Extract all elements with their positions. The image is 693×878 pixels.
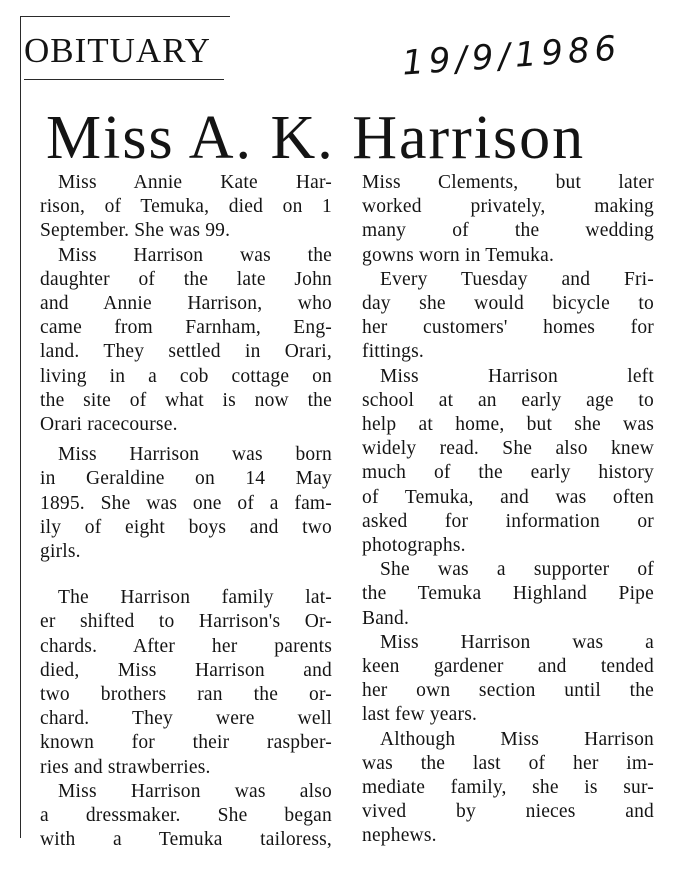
article-column-left	[40, 171, 332, 852]
article-line: many of the wedding	[362, 220, 654, 242]
newspaper-clipping	[20, 16, 654, 851]
article-line: help at home, but she was	[362, 414, 654, 436]
article-line: Miss Harrison was born	[58, 444, 332, 466]
article-line: Although Miss Harrison	[380, 728, 654, 750]
article-line: daughter of the late John	[40, 268, 332, 290]
article-line: of Temuka, and was often	[362, 486, 654, 508]
article-line: Orari racecourse.	[40, 414, 178, 436]
article-line: photographs.	[362, 535, 466, 557]
article-line: was the last of her im-	[362, 752, 654, 774]
article-line: day she would bicycle to	[362, 293, 654, 315]
clipping-left-border	[20, 16, 21, 838]
article-line: her customers' homes for	[362, 317, 654, 339]
article-line: Band.	[362, 607, 410, 629]
article-line: in Geraldine on 14 May	[40, 468, 332, 490]
article-line: with a Temuka tailoress,	[40, 829, 332, 851]
article-line: the site of what is now the	[40, 389, 332, 411]
article-line: mediate family, she is sur-	[362, 777, 654, 799]
article-line: keen gardener and tended	[362, 656, 654, 678]
article-line: chards. After her parents	[40, 635, 332, 657]
article-line: school at an early age to	[362, 389, 654, 411]
article-line: vived by nieces and	[362, 801, 654, 823]
article-line: living in a cob cottage on	[40, 365, 332, 387]
article-line: Miss Harrison was the	[58, 244, 332, 266]
article-line: Miss Harrison was a	[380, 631, 654, 653]
article-line: rison, of Temuka, died on 1	[40, 196, 332, 218]
article-line: two brothers ran the or-	[40, 684, 332, 706]
article-line: She was a supporter of	[380, 559, 654, 581]
article-line: last few years.	[362, 704, 478, 726]
kicker-underline	[24, 79, 224, 80]
article-line: er shifted to Harrison's Or-	[40, 611, 332, 633]
article-line: land. They settled in Orari,	[40, 341, 332, 363]
article-line: a dressmaker. She began	[40, 805, 332, 827]
article-line: chard. They were well	[40, 708, 332, 730]
clipping-top-border	[20, 16, 230, 17]
article-line: Miss Annie Kate Har-	[58, 172, 332, 193]
paragraph-gap	[40, 564, 332, 586]
section-kicker: OBITUARY	[24, 31, 211, 70]
article-line: ily of eight boys and two	[40, 516, 332, 538]
article-line: much of the early history	[362, 462, 654, 484]
article-column-right	[362, 171, 654, 849]
article-line: known for their raspber-	[40, 732, 332, 754]
article-line: ries and strawberries.	[40, 756, 211, 778]
article-line: her own section until the	[362, 680, 654, 702]
article-line: fittings.	[362, 341, 424, 363]
article-line: The Harrison family lat-	[58, 587, 332, 609]
article-line: nephews.	[362, 825, 437, 847]
article-line: and Annie Harrison, who	[40, 293, 332, 315]
article-line: died, Miss Harrison and	[40, 659, 332, 681]
article-line: Every Tuesday and Fri-	[380, 268, 654, 290]
article-line: 1895. She was one of a fam-	[40, 492, 332, 514]
article-line: worked privately, making	[362, 196, 654, 218]
article-line: Miss Harrison was also	[58, 780, 332, 802]
headline: Miss A. K. Harrison	[46, 104, 586, 172]
article-line: came from Farnham, Eng-	[40, 317, 332, 339]
article-line: gowns worn in Temuka.	[362, 244, 555, 266]
article-line: asked for information or	[362, 510, 654, 532]
article-line: widely read. She also knew	[362, 438, 654, 460]
article-line: September. She was 99.	[40, 220, 231, 242]
article-line: girls.	[40, 541, 81, 563]
article-line: the Temuka Highland Pipe	[362, 583, 654, 605]
handwritten-date: 19/9/1986	[400, 28, 623, 84]
article-line: Miss Harrison left	[380, 365, 654, 387]
article-line: Miss Clements, but later	[362, 172, 654, 193]
